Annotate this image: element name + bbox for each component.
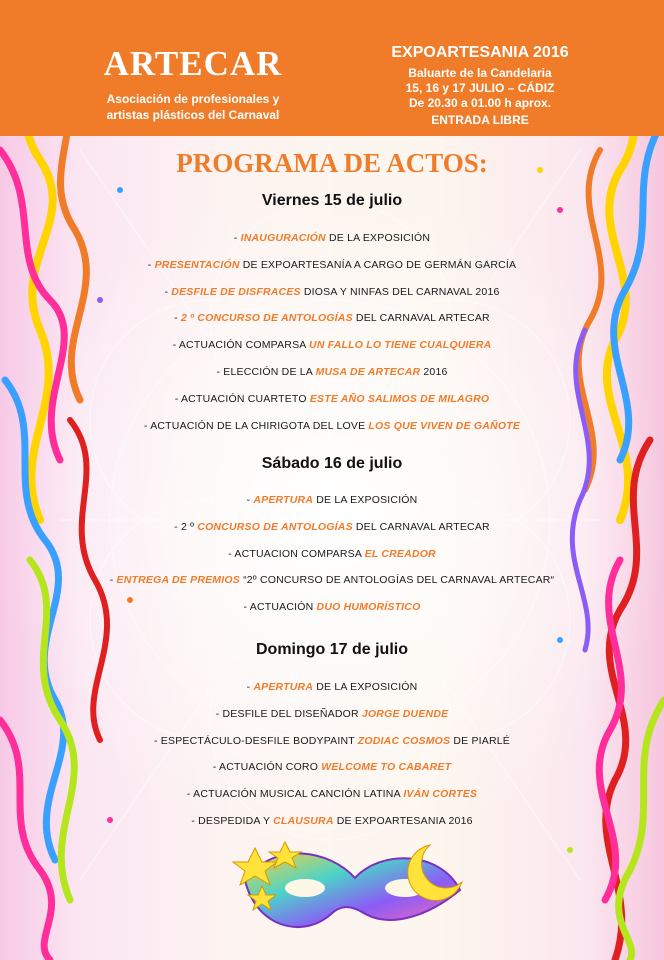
program-item-text: - ACTUACION COMPARSA (228, 547, 365, 560)
program-item (0, 761, 664, 773)
program-item-highlight: ENTREGA DE PREMIOS (116, 574, 240, 587)
program-item (0, 339, 664, 351)
program-item-text: DEL CARNAVAL ARTECAR (352, 520, 490, 533)
day-heading: Domingo 17 de julio (255, 641, 408, 658)
program-item-text: DE EXPOARTESANIA 2016 (333, 815, 473, 827)
program-item-text: - ESPECTÁCULO-DESFILE BODYPAINT (153, 734, 358, 747)
program-item-highlight: CLAUSURA (273, 815, 334, 827)
program-item-highlight: PRESENTACIÓN (154, 258, 240, 271)
program-item-text: - ACTUACIÓN MUSICAL CANCIÓN LATINA (186, 788, 404, 801)
program-item-text: - (164, 285, 172, 298)
program-item-text: DE LA EXPOSICIÓN (313, 681, 418, 693)
program-item-highlight: CONCURSO DE ANTOLOGÍAS (197, 520, 353, 533)
program-item-text: - ACTUACIÓN COMPARSA (172, 339, 310, 352)
program-item-highlight: IVÁN CORTES (403, 788, 478, 801)
event-dates: 15, 16 y 17 JULIO – CÁDIZ (405, 81, 555, 95)
program-item-text: “2º CONCURSO DE ANTOLOGÍAS DEL CARNAVAL ARTECAR“ (239, 574, 555, 587)
brand-subtitle-line-2: artistas plásticos del Carnaval (106, 108, 280, 122)
program-item-text: 2016 (420, 366, 448, 378)
program-title: PROGRAMA DE ACTOS: (176, 148, 488, 178)
program-item (0, 366, 664, 378)
program-item-text: DEL CARNAVAL ARTECAR (352, 312, 490, 325)
program-item-highlight: ZODIAC COSMOS (357, 734, 451, 747)
brand-title: ARTECAR (103, 44, 283, 83)
program-item-highlight: DESFILE DE DISFRACES (171, 285, 301, 298)
program-item-text: DE EXPOARTESANÍA A CARGO DE GERMÁN GARCÍA (239, 258, 517, 271)
brand-subtitle-line-1: Asociación de profesionales y (106, 92, 280, 106)
program-item-highlight: JORGE DUENDE (361, 707, 449, 720)
program-item-text: - DESPEDIDA Y (191, 815, 274, 827)
program-item-text: - DESFILE DEL DISEÑADOR (215, 707, 362, 720)
program-item-text: - (147, 258, 155, 271)
day-heading: Sábado 16 de julio (261, 455, 403, 472)
program-item-highlight: INAUGURACIÓN (240, 232, 326, 244)
program-item (0, 574, 664, 586)
program-item (0, 708, 664, 720)
program-item-highlight: APERTURA (253, 494, 314, 506)
program-item-highlight: MUSA DE ARTECAR (315, 366, 421, 378)
program-item-text: - (174, 312, 181, 325)
program-item-text: - ELECCIÓN DE LA (216, 366, 316, 378)
program-item-text: - (246, 681, 254, 693)
program-item-highlight: APERTURA (253, 681, 314, 693)
program-item-highlight: DUO HUMORÍSTICO (316, 601, 421, 614)
program-item (0, 312, 664, 324)
program-item-highlight: EL CREADOR (364, 547, 436, 560)
program-item-text: - ACTUACIÓN CORO (212, 761, 322, 774)
carnival-mask-icon (233, 842, 462, 927)
program-item-text: DIOSA Y NINFAS DEL CARNAVAL 2016 (300, 285, 500, 298)
program-item (0, 232, 664, 244)
program-item-text: - ACTUACIÓN (243, 601, 317, 614)
program-item-text: - (246, 494, 254, 506)
program-item-text: - ACTUACIÓN DE LA CHIRIGOTA DEL LOVE (143, 419, 369, 432)
program-item-highlight: 2 º CONCURSO DE ANTOLOGÍAS (180, 312, 353, 325)
program-item-text: - (109, 574, 117, 587)
program-item (0, 521, 664, 533)
header-banner (0, 0, 664, 136)
day-heading: Viernes 15 de julio (261, 192, 403, 209)
program-item-text: DE LA EXPOSICIÓN (325, 232, 431, 244)
program-item-highlight: LOS QUE VIVEN DE GAÑOTE (368, 419, 521, 432)
program-item (0, 788, 664, 800)
program-item-text: DE LA EXPOSICIÓN (313, 494, 418, 506)
program-item (0, 681, 664, 693)
program-item (0, 815, 664, 827)
event-venue: Baluarte de la Candelaria (408, 66, 552, 80)
event-hours: De 20.30 a 01.00 h aprox. (408, 96, 552, 110)
program-item (0, 420, 664, 432)
program-item (0, 548, 664, 560)
program-item (0, 259, 664, 271)
program-item (0, 286, 664, 298)
event-title: EXPOARTESANIA 2016 (391, 44, 569, 61)
program-item-highlight: WELCOME TO CABARET (321, 761, 452, 774)
program-item-highlight: ESTE AÑO SALIMOS DE MILAGRO (309, 392, 490, 405)
program-item-text: DE PIARLÉ (450, 734, 511, 747)
program-item (0, 601, 664, 613)
program-item (0, 494, 664, 506)
event-entry: ENTRADA LIBRE (431, 113, 529, 127)
program-item (0, 393, 664, 405)
program-item (0, 735, 664, 747)
program-item-text: - ACTUACIÓN CUARTETO (174, 392, 310, 405)
program-item-highlight: UN FALLO LO TIENE CUALQUIERA (309, 339, 492, 352)
program-item-text: - 2 º (174, 520, 198, 533)
program-item-text: - (233, 232, 241, 244)
